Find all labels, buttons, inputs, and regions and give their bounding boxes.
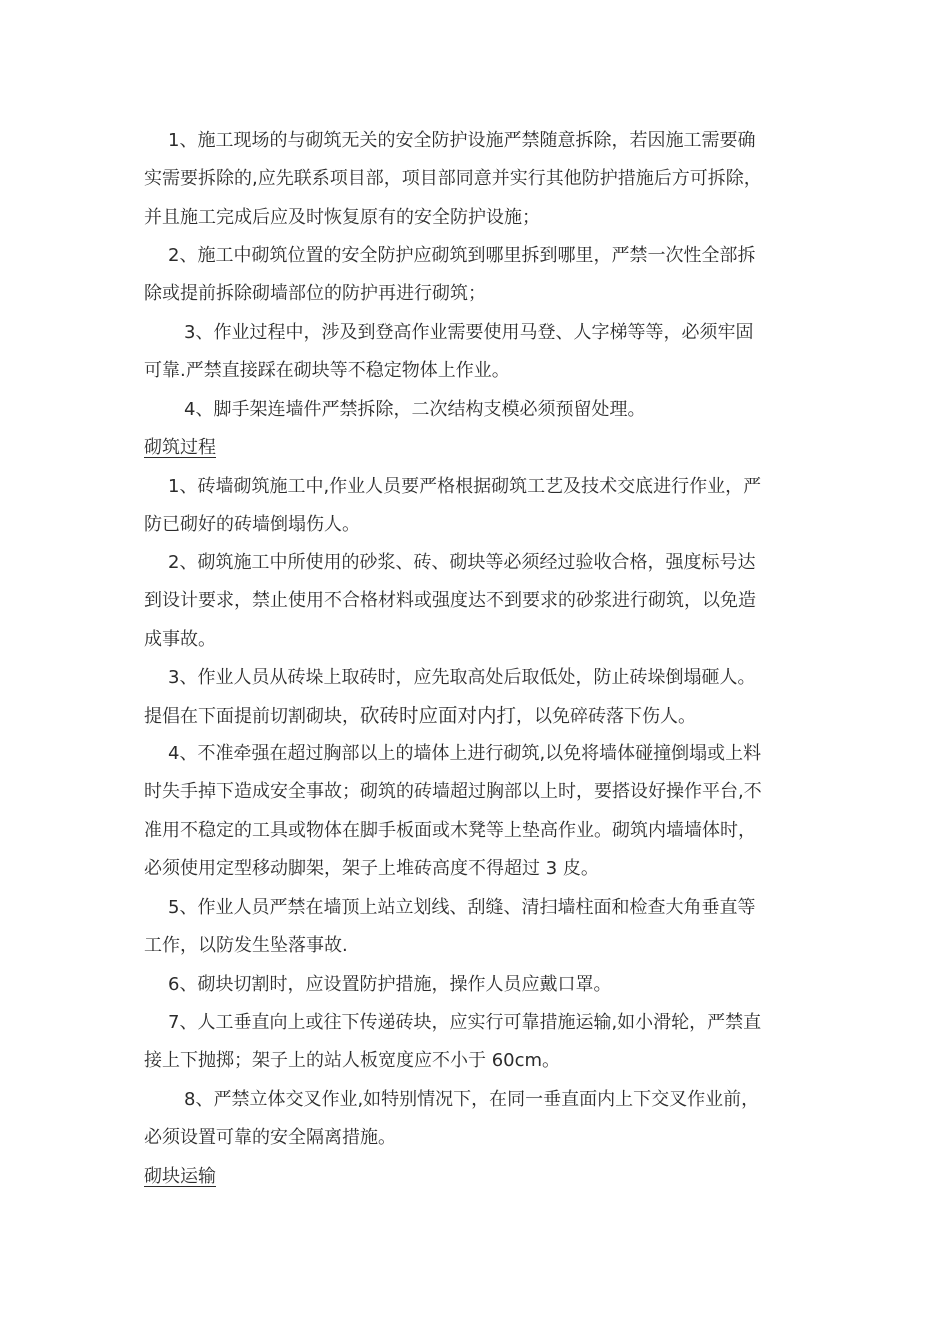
text-line: 3、作业人员从砖垛上取砖时，应先取高处后取低处，防止砖垛倒塌砸人。 bbox=[168, 667, 756, 688]
text-line: 到设计要求，禁止使用不合格材料或强度达不到要求的砂浆进行砌筑，以免造 bbox=[144, 590, 756, 612]
section-heading-masonry: 砌筑过程 bbox=[144, 437, 216, 458]
text-line: 8、严禁立体交叉作业,如特别情况下，在同一垂直面内上下交叉作业前， bbox=[184, 1089, 760, 1110]
text-line: 成事故。 bbox=[144, 628, 216, 650]
text-line: 工作，以防发生坠落事故. bbox=[144, 935, 348, 957]
text-line: 时失手掉下造成安全事故；砌筑的砖墙超过胸部以上时，要搭设好操作平台,不 bbox=[144, 781, 762, 803]
text-line: 7、人工垂直向上或往下传递砖块，应实行可靠措施运输,如小滑轮，严禁直 bbox=[168, 1012, 762, 1033]
text-segment: ，以免碎砖落下伤人。 bbox=[516, 706, 697, 728]
masonry-item-3 bbox=[144, 659, 808, 736]
text-segment: 提倡在下面提前切割砌块， bbox=[144, 706, 360, 728]
text-line: 必须设置可靠的安全隔离措施。 bbox=[144, 1127, 396, 1149]
text-line: 接上下抛掷；架子上的站人板宽度应不小于 60cm。 bbox=[144, 1050, 561, 1072]
emphasis-text: 砍砖时应面对内打 bbox=[360, 704, 517, 728]
masonry-item-2 bbox=[144, 544, 808, 659]
text-line: 3、作业过程中，涉及到登高作业需要使用马登、人字梯等等，必须牢固 bbox=[184, 322, 754, 343]
masonry-item-8 bbox=[144, 1081, 808, 1158]
text-line: 5、作业人员严禁在墙顶上站立划线、刮缝、清扫墙柱面和检查大角垂直等 bbox=[168, 897, 756, 918]
safety-item-3 bbox=[144, 314, 808, 391]
text-line: 1、施工现场的与砌筑无关的安全防护设施严禁随意拆除，若因施工需要确 bbox=[168, 130, 756, 151]
masonry-item-6 bbox=[144, 966, 808, 1004]
text-line: 1、砖墙砌筑施工中,作业人员要严格根据砌筑工艺及技术交底进行作业，严 bbox=[168, 476, 762, 497]
text-line: 6、砌块切割时，应设置防护措施，操作人员应戴口罩。 bbox=[168, 974, 612, 995]
text-line: 防已砌好的砖墙倒塌伤人。 bbox=[144, 514, 360, 536]
text-line: 2、砌筑施工中所使用的砂浆、砖、砌块等必须经过验收合格，强度标号达 bbox=[168, 552, 756, 573]
text-line: 必须使用定型移动脚架，架子上堆砖高度不得超过 3 皮。 bbox=[144, 857, 599, 879]
safety-item-2 bbox=[144, 237, 808, 314]
text-line: 2、施工中砌筑位置的安全防护应砌筑到哪里拆到哪里，严禁一次性全部拆 bbox=[168, 245, 756, 266]
masonry-item-5 bbox=[144, 889, 808, 966]
text-line: 并且施工完成后应及时恢复原有的安全防护设施； bbox=[144, 206, 540, 228]
text-line: 除或提前拆除砌墙部位的防护再进行砌筑； bbox=[144, 283, 486, 305]
masonry-item-4 bbox=[144, 735, 808, 888]
safety-item-4 bbox=[144, 391, 808, 429]
text-line: 4、脚手架连墙件严禁拆除，二次结构支模必须预留处理。 bbox=[184, 399, 646, 420]
text-line: 准用不稳定的工具或物体在脚手板面或木凳等上垫高作业。砌筑内墙墙体时， bbox=[144, 819, 756, 841]
safety-item-1 bbox=[144, 122, 808, 237]
text-line: 可靠.严禁直接踩在砌块等不稳定物体上作业。 bbox=[144, 360, 510, 382]
masonry-item-1 bbox=[144, 468, 808, 545]
masonry-item-7 bbox=[144, 1004, 808, 1081]
text-line: 4、不准牵强在超过胸部以上的墙体上进行砌筑,以免将墙体碰撞倒塌或上料 bbox=[168, 743, 762, 764]
text-line: 实需要拆除的,应先联系项目部，项目部同意并实行其他防护措施后方可拆除， bbox=[144, 168, 762, 190]
section-heading-transport: 砌块运输 bbox=[144, 1166, 216, 1187]
text-line bbox=[144, 697, 808, 735]
